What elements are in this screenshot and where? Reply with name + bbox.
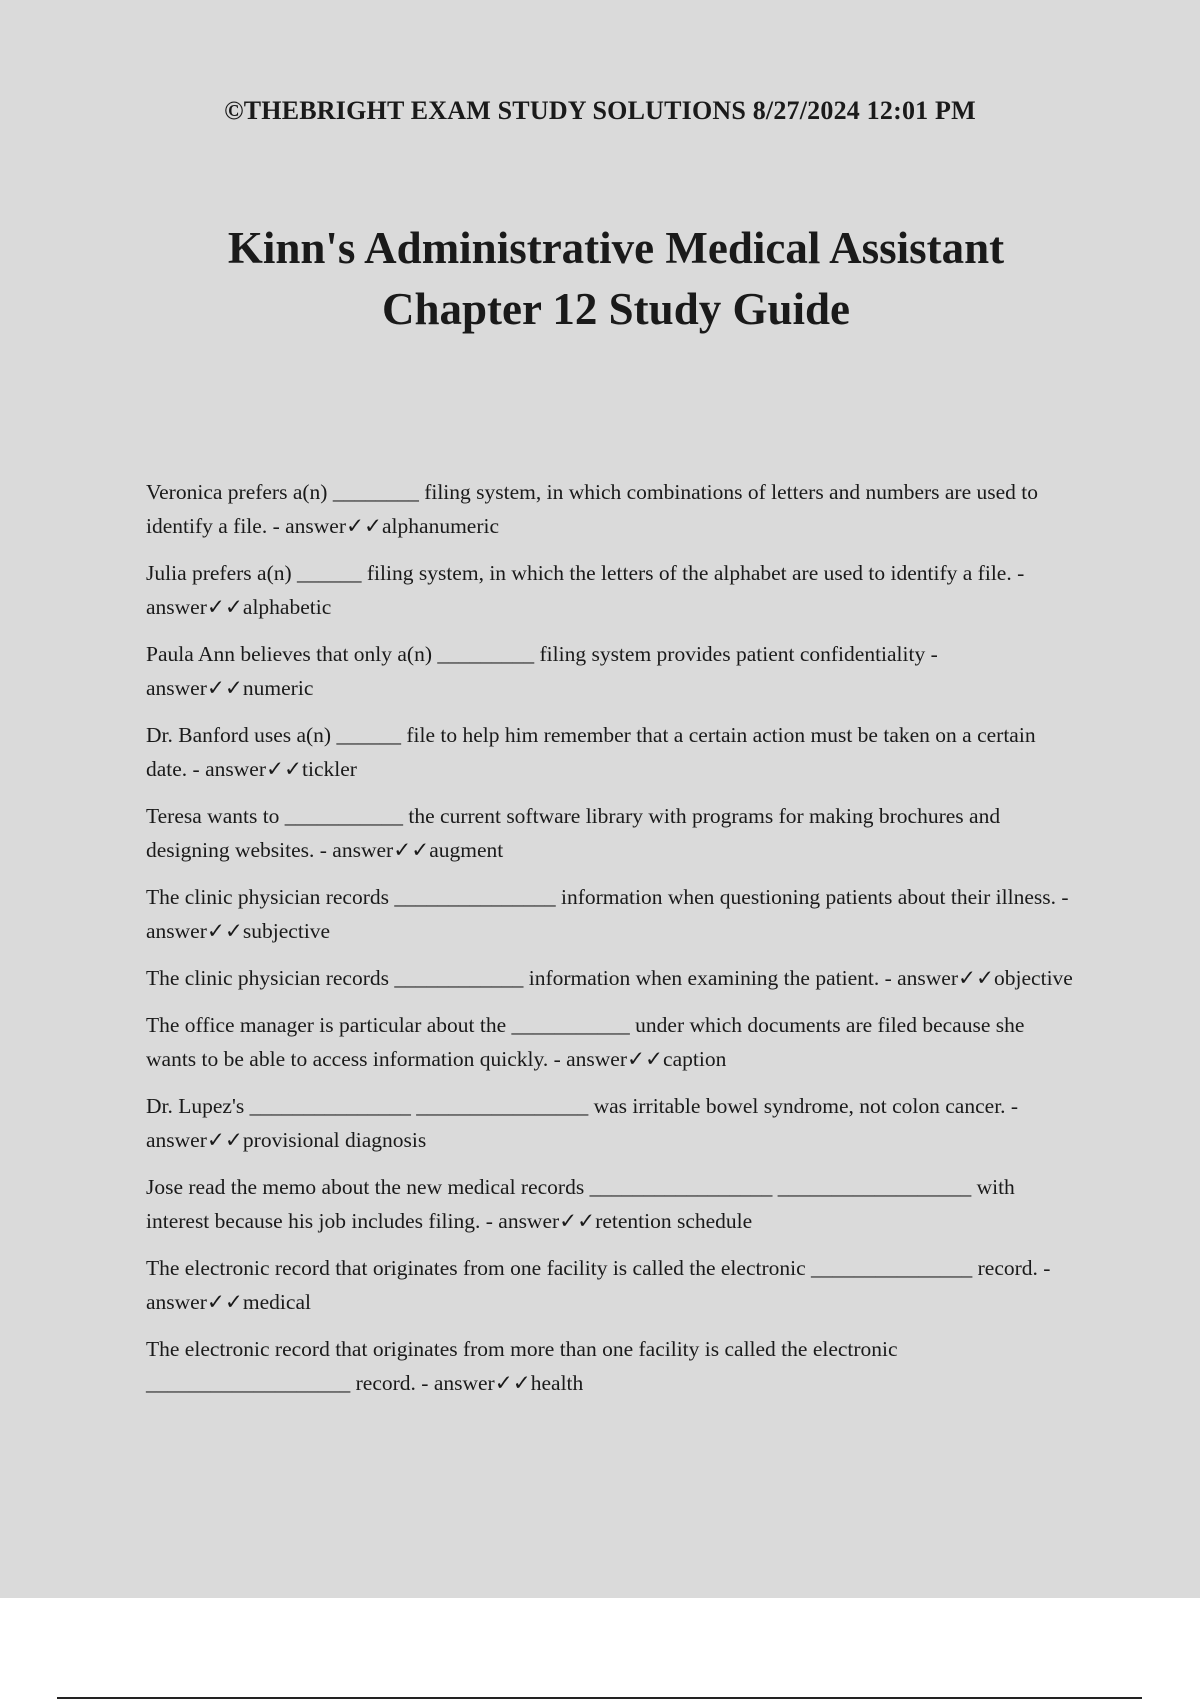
- question-item: Dr. Lupez's _______________ ________________ was irritable bowel syndrome, not colon cancer. - answer✓✓provisional diagnosis: [146, 1094, 1019, 1152]
- question-item: The office manager is particular about the ___________ under which documents are filed because she wants to be able to access information quickly. - answer✓✓caption: [146, 1013, 1025, 1071]
- question-item: Jose read the memo about the new medical records _________________ __________________ with interest because his job includes filing. - answer✓✓retention schedule: [146, 1175, 1015, 1233]
- question-item: The electronic record that originates from one facility is called the electronic _______________ record. - answer✓✓medical: [146, 1256, 1051, 1314]
- question-item: The electronic record that originates from more than one facility is called the electronic ___________________ record. - answer✓✓health: [146, 1337, 898, 1395]
- title-line-1: Kinn's Administrative Medical Assistant: [227, 223, 1005, 273]
- question-item: The clinic physician records ____________ information when examining the patient. - answer✓✓objective: [146, 966, 1073, 990]
- question-item: Julia prefers a(n) ______ filing system, in which the letters of the alphabet are used to identify a file. - answer✓✓alphabetic: [146, 561, 1025, 619]
- title-line-2: Chapter 12 Study Guide: [381, 284, 851, 334]
- question-item: Paula Ann believes that only a(n) _________ filing system provides patient confidentiality - answer✓✓numeric: [146, 642, 938, 700]
- question-item: Teresa wants to ___________ the current software library with programs for making brochures and designing websites. - answer✓✓augment: [146, 804, 1001, 862]
- question-item: The clinic physician records _______________ information when questioning patients about their illness. - answer✓✓subjective: [146, 885, 1069, 943]
- question-item: Veronica prefers a(n) ________ filing system, in which combinations of letters and numbers are used to identify a file. - answer✓✓alphanumeric: [146, 480, 1039, 538]
- copyright-banner: ©THEBRIGHT EXAM STUDY SOLUTIONS 8/27/2024 12:01 PM: [224, 96, 976, 125]
- question-item: Dr. Banford uses a(n) ______ file to help him remember that a certain action must be taken on a certain date. - answer✓✓tickler: [146, 723, 1036, 781]
- question-list: [146, 475, 1076, 1413]
- page-divider: [57, 1697, 1142, 1699]
- document-title: [0, 218, 1200, 340]
